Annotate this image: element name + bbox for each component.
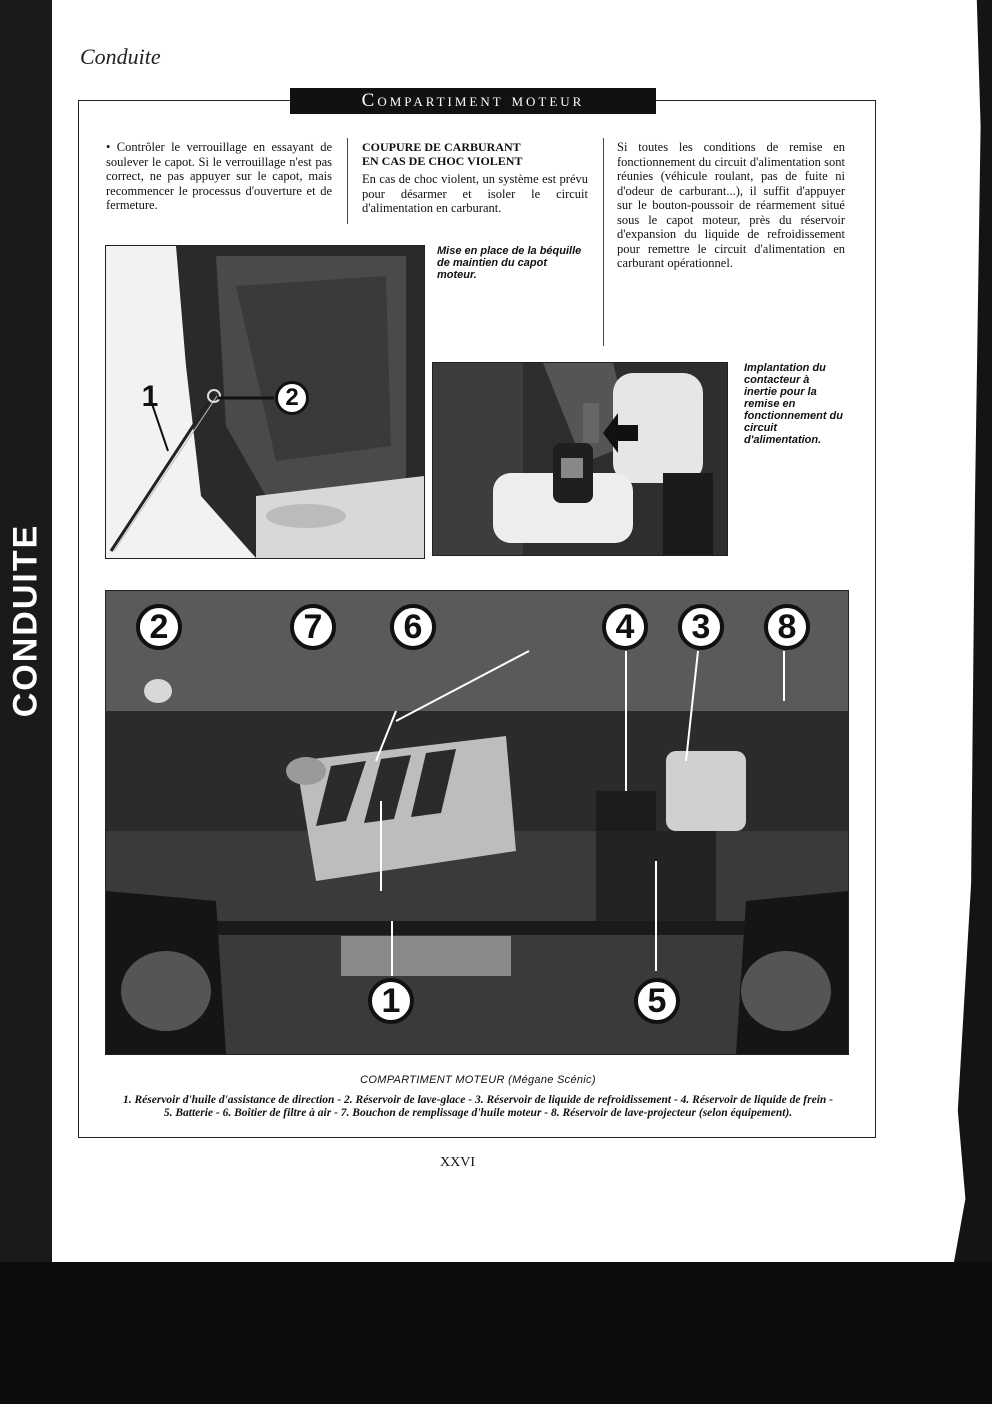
column-divider bbox=[347, 138, 348, 224]
scan-right-edge bbox=[954, 0, 992, 1262]
running-head: Conduite bbox=[80, 44, 161, 69]
section-banner: Compartiment moteur bbox=[290, 88, 656, 114]
hood-prop-caption: Mise en place de la béquille de maintien du capot moteur. bbox=[437, 245, 582, 281]
engine-label-5: 5 bbox=[634, 978, 680, 1024]
engine-bay-photo bbox=[105, 590, 849, 1055]
engine-label-1: 1 bbox=[368, 978, 414, 1024]
engine-label-4: 4 bbox=[602, 604, 648, 650]
fuel-cutoff-text: En cas de choc violent, un système est prévu pour désarmer et isoler le circuit d'alimentation en carburant. bbox=[362, 172, 588, 215]
engine-bay-legend bbox=[96, 1094, 860, 1120]
fuel-cutoff-heading-2: EN CAS DE CHOC VIOLENT bbox=[362, 154, 523, 168]
engine-bay-legend-line-2: 5. Batterie - 6. Boîtier de filtre à air - 7. Bouchon de remplissage d'huile moteur - 8. Réservoir de lave-projecteur (selon équipement). bbox=[163, 1107, 793, 1119]
column-divider bbox=[603, 138, 604, 346]
inertia-switch-caption: Implantation du contacteur à inertie pour la remise en fonctionnement du circuit d'alimentation. bbox=[744, 362, 843, 446]
engine-bay-legend-line-1: 1. Réservoir d'huile d'assistance de direction - 2. Réservoir de lave-glace - 3. Réservoir de liquide de refroidissement - 4. Réservoir de liquide de frein - bbox=[122, 1094, 834, 1106]
fuel-cutoff-heading-1: COUPURE DE CARBURANT bbox=[362, 140, 521, 154]
engine-label-6: 6 bbox=[390, 604, 436, 650]
inertia-switch-photo bbox=[432, 362, 728, 556]
column-3-text: Si toutes les conditions de remise en fonctionnement du circuit d'alimentation sont réunies (véhicule roulant, pas de fuite ni d'odeur de carburant...), il suffit d'appuyer sur le bouton-poussoir de réarmement situé sous le capot moteur, près du réservoir d'expansion du liquide de refroidissement pour remettre le circuit d'alimentation en carburant opérationnel. bbox=[617, 140, 845, 270]
engine-label-2: 2 bbox=[136, 604, 182, 650]
page-number: XXVI bbox=[440, 1155, 475, 1170]
hood-label-1: 1 bbox=[141, 380, 159, 413]
engine-bay-caption-title: COMPARTIMENT MOTEUR (Mégane Scénic) bbox=[360, 1074, 596, 1086]
engine-label-7: 7 bbox=[290, 604, 336, 650]
column-1-text: • Contrôler le verrouillage en essayant de soulever le capot. Si le verrouillage n'est pas correct, ne pas appuyer sur le capot, mais recommencer le processus d'ouverture et de fermeture. bbox=[106, 140, 332, 212]
column-2 bbox=[362, 140, 588, 216]
side-section-label: CONDUITE bbox=[6, 523, 45, 717]
hood-label-2: 2 bbox=[275, 381, 309, 415]
engine-label-8: 8 bbox=[764, 604, 810, 650]
scan-bottom-edge bbox=[0, 1262, 992, 1404]
engine-label-3: 3 bbox=[678, 604, 724, 650]
